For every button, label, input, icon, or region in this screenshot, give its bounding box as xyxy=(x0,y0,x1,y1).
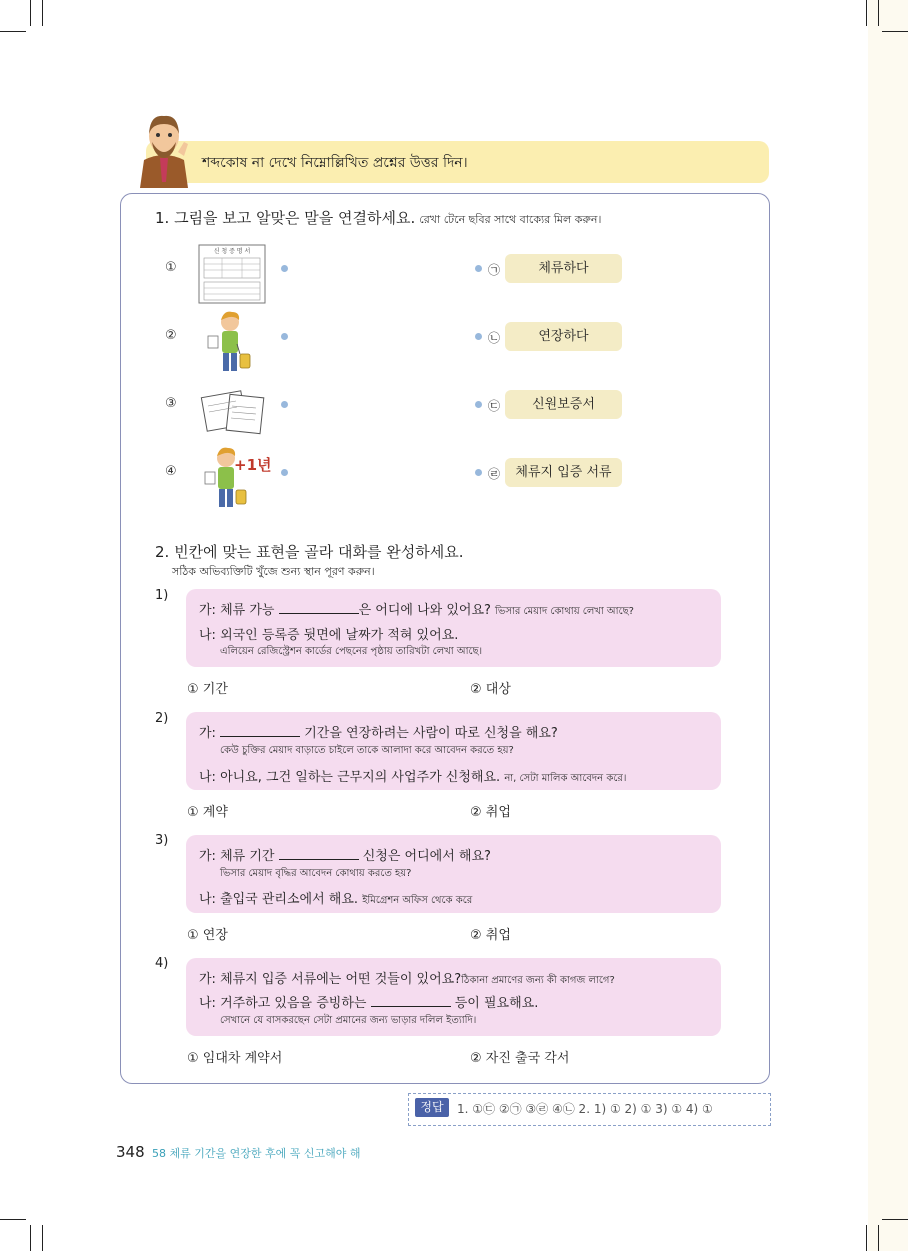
dialog-3-a-text: 가: 체류 기간 xyxy=(199,849,279,864)
dialog-2-option-1[interactable]: ① 계약 xyxy=(187,805,228,820)
dialog-3-option-1[interactable]: ① 연장 xyxy=(187,928,228,943)
right-connect-dot-1[interactable] xyxy=(475,265,482,272)
dialog-4-b-bn: সেখানে যে বাসকরছেন সেটা প্রমানের জন্য ভাড়ার দলিল ইত্যাদি। xyxy=(220,1015,477,1026)
document-form-image xyxy=(198,244,266,304)
dialog-4-option-2[interactable]: ② 자진 출국 각서 xyxy=(470,1051,570,1066)
crop-mark xyxy=(882,31,908,32)
dialog-4-b-post: 등이 필요해요. xyxy=(450,996,539,1011)
dialog-3-b-bn: ইমিগ্রেশন অফিস থেকে করে xyxy=(362,895,473,906)
dialog-number-2: 2) xyxy=(155,711,169,726)
answer-key-label: 정답 xyxy=(415,1098,449,1117)
dialog-2-a-bn: কেউ চুক্তির মেয়াদ বাড়াতে চাইলে তাকে আলাদা করে আবেদন করতে হয়? xyxy=(220,745,514,756)
crop-mark xyxy=(878,1225,879,1251)
question-1-title xyxy=(155,207,601,230)
question-1-title-text: 1. 그림을 보고 알맞은 말을 연결하세요. xyxy=(155,209,416,227)
item-number-2: ② xyxy=(165,328,177,343)
question-2-title: 2. 빈칸에 맞는 표현을 골라 대화를 완성하세요. xyxy=(155,543,464,561)
chapter-title: 58 체류 기간을 연장한 후에 꼭 신고해야 해 xyxy=(152,1147,361,1160)
dialog-2-a-text: 가: xyxy=(199,726,221,741)
answer-chip-1: 체류하다 xyxy=(505,254,622,283)
crop-mark xyxy=(30,1225,31,1251)
dialog-number-4: 4) xyxy=(155,956,169,971)
dialog-2-blank[interactable] xyxy=(220,724,300,737)
traveler-image xyxy=(204,310,264,376)
crop-mark xyxy=(42,1225,43,1251)
dialog-4-line-a xyxy=(199,968,615,990)
dialog-4-a-text: 가: 체류지 입증 서류에는 어떤 것들이 있어요? xyxy=(199,972,462,987)
dialog-3-line-a xyxy=(199,845,491,864)
item-number-4: ④ xyxy=(165,464,177,479)
crop-mark xyxy=(866,1225,867,1251)
dialog-1-line-a xyxy=(199,599,634,621)
question-2-bn: সঠিক অভিব্যক্তিটি খুঁজে শুন্য স্থান পূরণ করুন। xyxy=(172,565,375,578)
dialog-1-option-2[interactable]: ② 대상 xyxy=(470,682,511,697)
dialog-4-option-1[interactable]: ① 임대차 계약서 xyxy=(187,1051,283,1066)
right-connect-dot-3[interactable] xyxy=(475,401,482,408)
dialog-4-a-bn: ঠিকানা প্রমাণের জন্য কী কাগজ লাগে? xyxy=(461,975,615,986)
dialog-4-blank[interactable] xyxy=(371,994,451,1007)
page-margin-strip xyxy=(868,0,908,1251)
answer-chip-4: 체류지 입증 서류 xyxy=(505,458,622,487)
left-connect-dot-4[interactable] xyxy=(281,469,288,476)
dialog-1-option-1[interactable]: ① 기간 xyxy=(187,682,228,697)
dialog-4-line-b xyxy=(199,992,538,1011)
dialog-1-blank[interactable] xyxy=(279,601,359,614)
right-connect-dot-4[interactable] xyxy=(475,469,482,476)
dialog-1-a-post: 은 어디에 나와 있어요? xyxy=(358,603,491,618)
dialog-3-b-text: 나: 출입국 관리소에서 해요. xyxy=(199,892,359,907)
dialog-1-a-text: 가: 체류 가능 xyxy=(199,603,279,618)
crop-mark xyxy=(0,31,26,32)
dialog-2-line-a xyxy=(199,722,558,741)
dialog-number-1: 1) xyxy=(155,588,169,603)
documents-image xyxy=(198,382,266,436)
answer-mark-3: ㉢ xyxy=(488,399,501,413)
dialog-1-line-b: 나: 외국인 등록증 뒷면에 날짜가 적혀 있어요. xyxy=(199,628,459,643)
right-connect-dot-2[interactable] xyxy=(475,333,482,340)
dialog-2-b-bn: না, সেটা মালিক আবেদন করে। xyxy=(504,773,627,784)
dialog-3-line-b xyxy=(199,888,472,910)
crop-mark xyxy=(42,0,43,26)
answer-chip-3: 신원보증서 xyxy=(505,390,622,419)
crop-mark xyxy=(30,0,31,26)
teacher-illustration xyxy=(134,112,194,188)
dialog-2-line-b xyxy=(199,766,626,788)
dialog-3-option-2[interactable]: ② 취업 xyxy=(470,928,511,943)
document-form-title: 신 청 증 명 서 xyxy=(213,248,251,255)
banner-text: শব্দকোষ না দেখে নিম্নোল্লিখিত প্রশ্নের উত্তর দিন। xyxy=(202,155,468,171)
crop-mark xyxy=(882,1219,908,1220)
dialog-3-a-bn: ভিসার মেয়াদ বৃদ্ধির আবেদন কোথায় করতে হয়? xyxy=(220,868,412,879)
item-number-1: ① xyxy=(165,260,177,275)
dialog-number-3: 3) xyxy=(155,833,169,848)
left-connect-dot-1[interactable] xyxy=(281,265,288,272)
crop-mark xyxy=(0,1219,26,1220)
question-1-bn: রেখা টেনে ছবির সাথে বাক্যের মিল করুন। xyxy=(419,213,602,226)
left-connect-dot-3[interactable] xyxy=(281,401,288,408)
dialog-2-a-post: 기간을 연장하려는 사람이 따로 신청을 해요? xyxy=(300,726,558,741)
dialog-2-b-text: 나: 아니요, 그건 일하는 근무지의 사업주가 신청해요. xyxy=(199,770,501,785)
item-number-3: ③ xyxy=(165,396,177,411)
dialog-1-b-bn: এলিয়েন রেজিস্ট্রেশন কার্ডের পেছনের পৃষ্ঠায় তারিখটা লেখা আছে। xyxy=(220,646,483,657)
answer-key-text: 1. ①㉢ ②㉠ ③㉣ ④㉡ 2. 1) ① 2) ① 3) ① 4) ① xyxy=(457,1102,713,1116)
page-number: 348 xyxy=(116,1143,145,1161)
plus-one-year-text: +1년 xyxy=(234,456,272,474)
dialog-1-a-bn: ভিসার মেয়াদ কোথায় লেখা আছে? xyxy=(495,606,634,617)
answer-mark-2: ㉡ xyxy=(488,331,501,345)
extension-traveler-image xyxy=(204,444,274,512)
dialog-4-b-text: 나: 거주하고 있음을 증빙하는 xyxy=(199,996,371,1011)
answer-mark-4: ㉣ xyxy=(488,467,501,481)
left-connect-dot-2[interactable] xyxy=(281,333,288,340)
dialog-3-a-post: 신청은 어디에서 해요? xyxy=(358,849,491,864)
dialog-3-blank[interactable] xyxy=(279,847,359,860)
answer-chip-2: 연장하다 xyxy=(505,322,622,351)
dialog-2-option-2[interactable]: ② 취업 xyxy=(470,805,511,820)
answer-mark-1: ㉠ xyxy=(488,263,501,277)
crop-mark xyxy=(878,0,879,26)
crop-mark xyxy=(866,0,867,26)
